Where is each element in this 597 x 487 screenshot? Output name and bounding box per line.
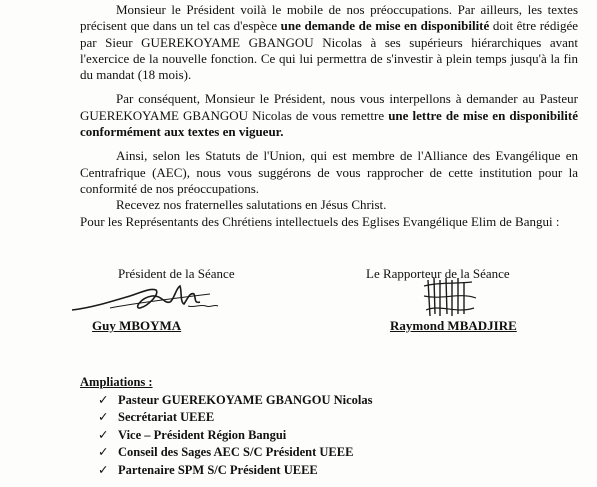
ampliations-list [80, 392, 373, 479]
check-icon: ✓ [98, 410, 109, 425]
left-signatory-title: Président de la Séance [118, 266, 235, 281]
ampliations-section [80, 375, 373, 479]
paragraph-1 [80, 2, 578, 83]
left-handwritten-signature [70, 278, 220, 320]
list-item [98, 427, 373, 444]
letter-body [80, 2, 578, 230]
list-item [98, 392, 373, 409]
list-item [98, 409, 373, 426]
paragraph-4: Recevez nos fraternelles salutations en Jésus Christ. [116, 197, 387, 213]
list-item-text: Pasteur GUEREKOYAME GBANGOU Nicolas [118, 393, 373, 407]
check-icon: ✓ [98, 393, 109, 407]
paragraph-1-text: Monsieur le Président voilà le mobile de nos préoccupations. Par ailleurs, les textes précisent que dans un tel cas d'espèce [80, 2, 578, 34]
paragraph-1-bold: une demande de mise en disponibilité [280, 18, 490, 34]
right-signatory-title: Le Rapporteur de la Séance [366, 266, 510, 281]
left-signatory-name: Guy MBOYMA [92, 318, 182, 333]
check-icon: ✓ [98, 462, 109, 477]
paragraph-2 [80, 91, 578, 140]
paragraph-3: Ainsi, selon les Statuts de l'Union, qui est membre de l'Alliance des Evangélique en Centrafrique (AEC), nous vous suggérons de vous rapprocher de cette institution pour la conformité de nos préoccupations. [80, 148, 578, 196]
ampliations-title: Ampliations : [80, 375, 153, 389]
list-item-text: Vice – Président Région Bangui [118, 427, 287, 442]
list-item [98, 462, 373, 479]
right-signatory-name: Raymond MBADJIRE [390, 318, 517, 333]
list-item-text: Conseil des Sages AEC S/C Président UEEE [118, 445, 354, 460]
list-item-text: Secrétariat UEEE [118, 410, 215, 425]
check-icon: ✓ [98, 445, 109, 460]
paragraph-2-text: Par conséquent, Monsieur le Président, nous vous interpellons à demander au Pasteur GUEREKOYAME GBANGOU Nicolas de vous remettre [80, 91, 578, 123]
paragraph-1-text-end: doit être rédigée par Sieur GUEREKOYAME GBANGOU Nicolas à ses supérieurs hiérarchiques avant l'exercice de la nouvelle fonction. Ce qui lui permettra de s'investir à plein temps jusqu'à la fin du mandat (18 mois). [80, 18, 578, 83]
check-icon: ✓ [98, 427, 109, 442]
paragraph-2-bold: une lettre de mise en disponibilité conformément aux textes en vigueur. [80, 107, 578, 140]
paragraph-5: Pour les Représentants des Chrétiens intellectuels des Eglises Evangélique Elim de Bangui : [80, 213, 560, 229]
list-item-text: Partenaire SPM S/C Président UEEE [118, 462, 318, 477]
list-item [98, 444, 373, 461]
right-handwritten-signature [420, 274, 480, 322]
